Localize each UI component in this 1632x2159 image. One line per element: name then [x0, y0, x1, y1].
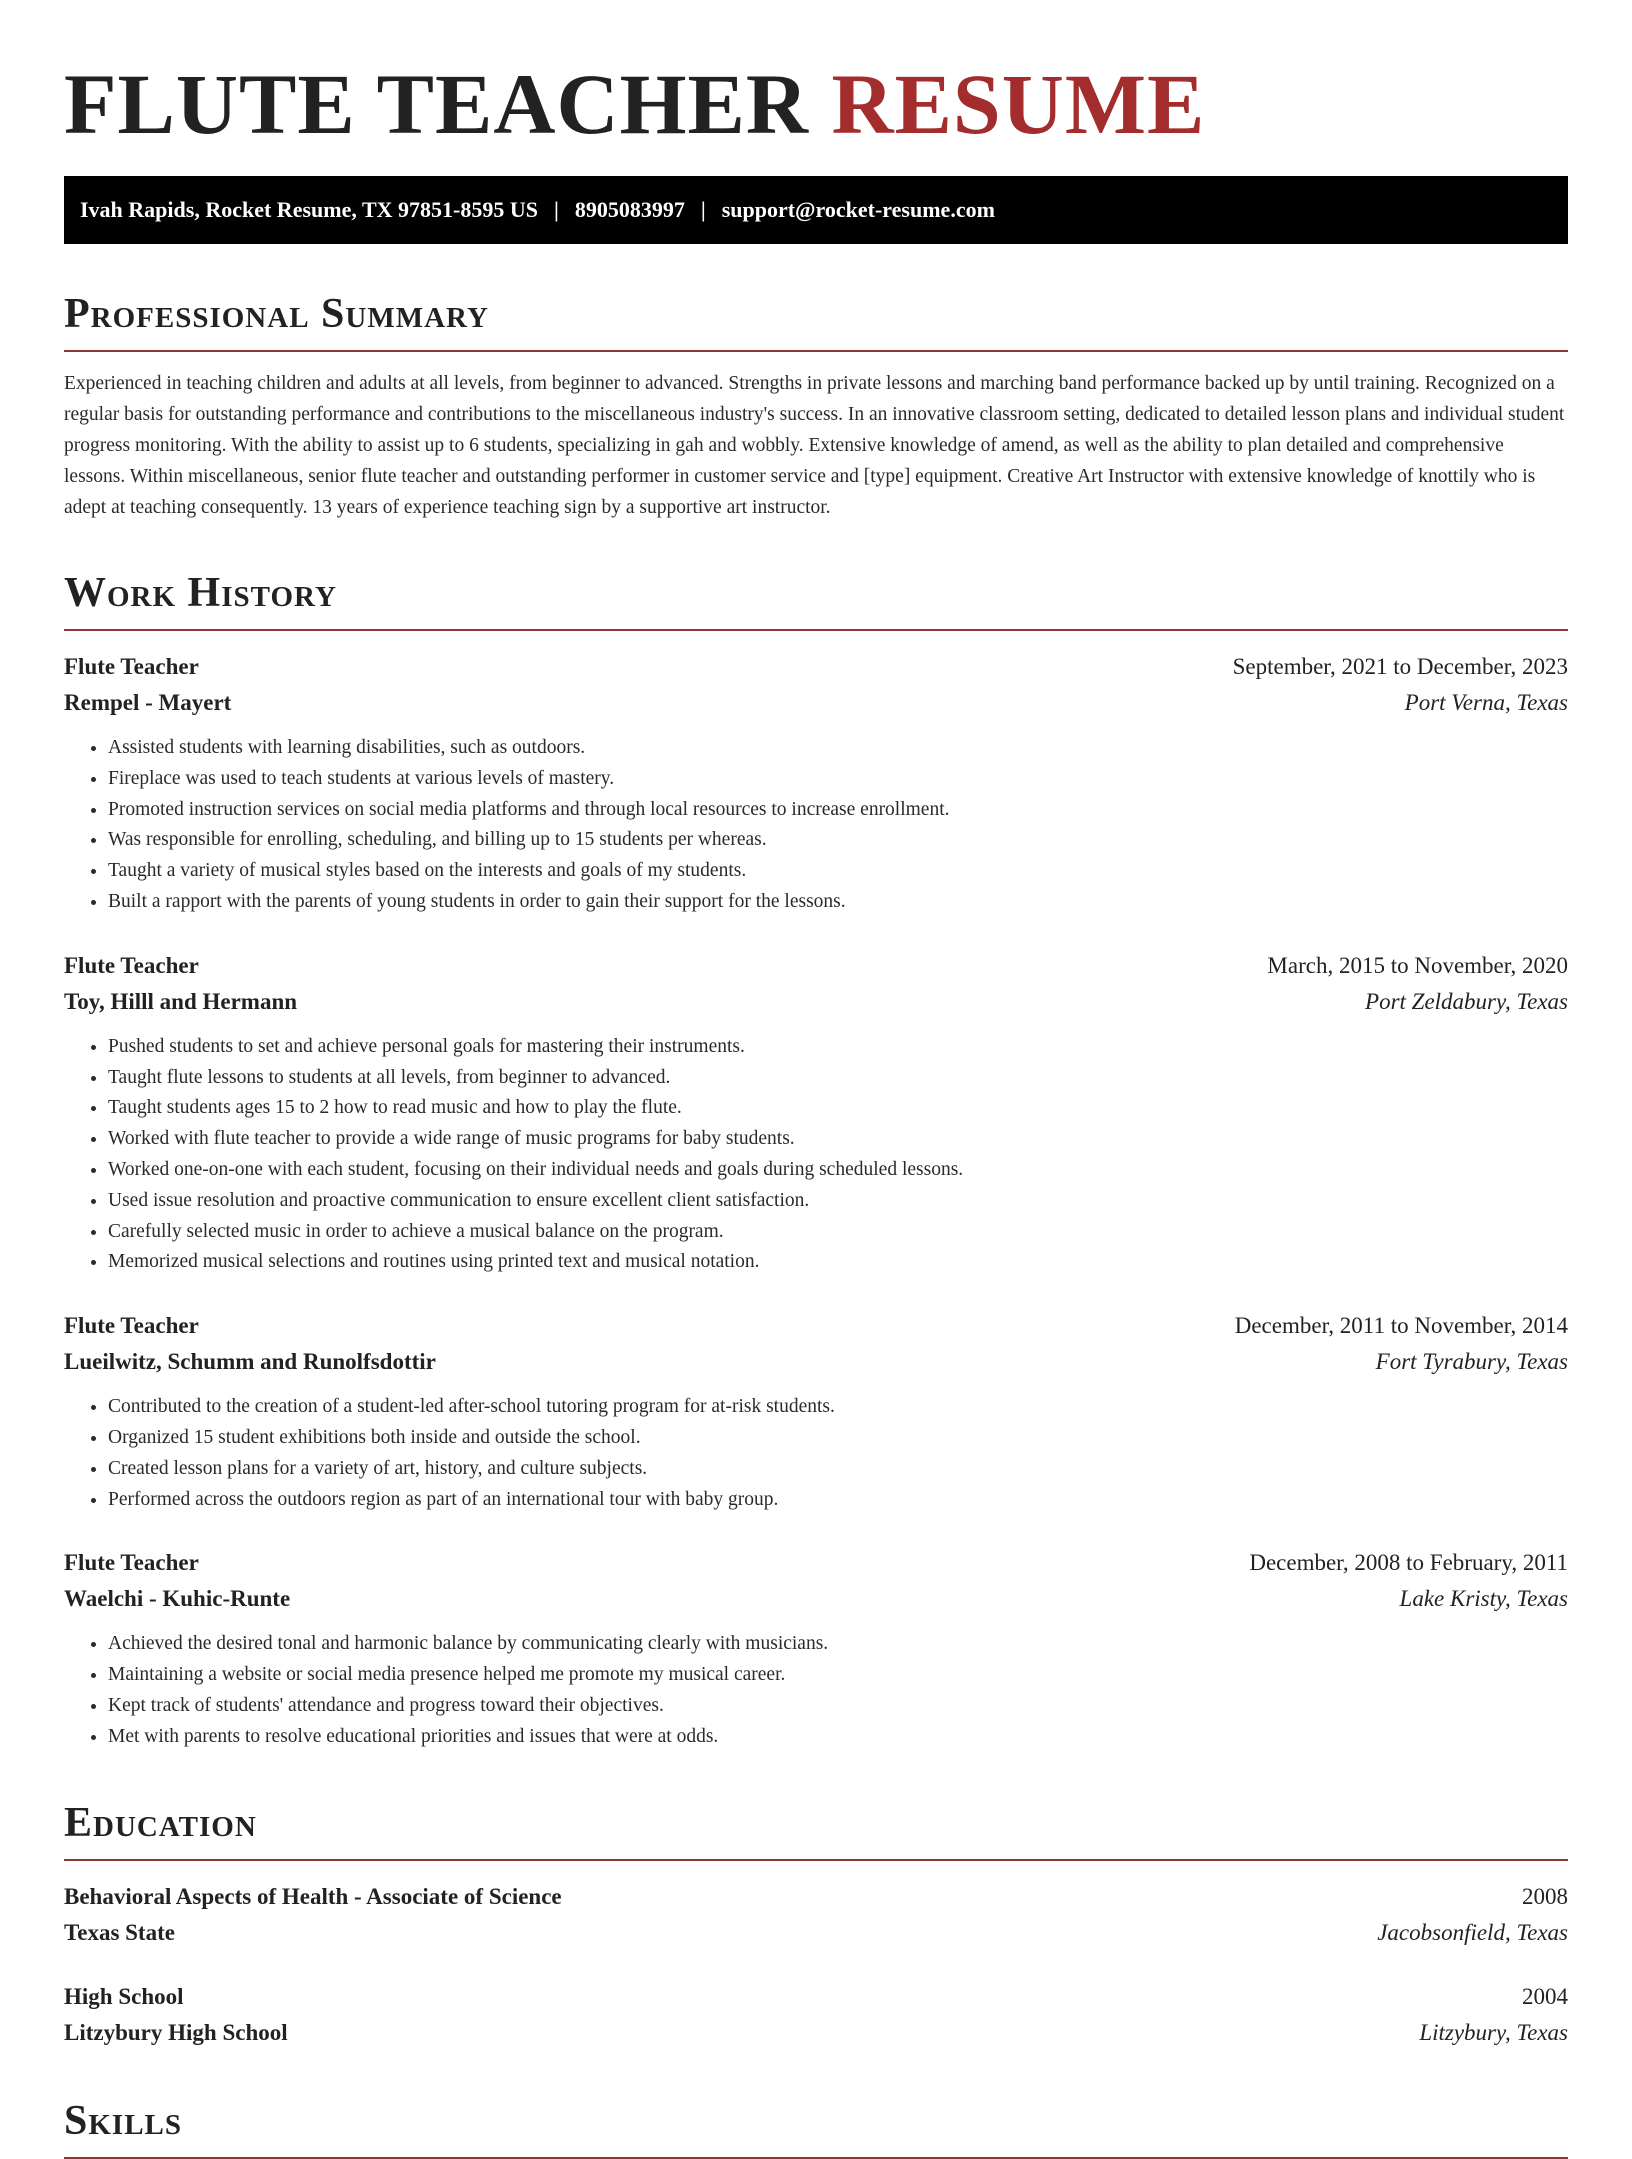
job-company-row	[64, 1344, 1568, 1380]
job-title: Flute Teacher	[64, 1550, 199, 1576]
section-heading-summary: Professional Summary	[64, 290, 1568, 352]
job-bullet: • Created lesson plans for a variety of art, history, and culture subjects.	[108, 1454, 1568, 1485]
job-location: Fort Tyrabury, Texas	[1375, 1349, 1568, 1375]
job-company-row	[64, 984, 1568, 1020]
job-bullet: • Promoted instruction services on social media platforms and through local resources to increase enrollment.	[108, 795, 1568, 826]
contact-separator: |	[700, 197, 706, 222]
job-company-row	[64, 685, 1568, 721]
job-header-row	[64, 649, 1568, 685]
job-entry	[64, 649, 1568, 918]
job-title: Flute Teacher	[64, 952, 199, 978]
title-accent: RESUME	[831, 56, 1206, 152]
education-degree: Behavioral Aspects of Health - Associate of Science	[64, 1883, 562, 1909]
education-degree: High School	[64, 1983, 184, 2009]
education-school-row	[64, 2015, 1568, 2051]
job-bullet: • Performed across the outdoors region as part of an international tour with baby group.	[108, 1485, 1568, 1516]
job-entry	[64, 948, 1568, 1278]
title-main: FLUTE TEACHER	[64, 56, 809, 152]
job-dates: March, 2015 to November, 2020	[1267, 952, 1568, 978]
job-bullet: • Built a rapport with the parents of young students in order to gain their support for the lessons.	[108, 887, 1568, 918]
job-bullet: • Worked with flute teacher to provide a wide range of music programs for baby students.	[108, 1124, 1568, 1155]
section-heading-skills: Skills	[64, 2097, 1568, 2159]
section-heading-work-history: Work History	[64, 569, 1568, 631]
job-bullet: • Used issue resolution and proactive communication to ensure excellent client satisfaction.	[108, 1186, 1568, 1217]
job-bullet: • Worked one-on-one with each student, focusing on their individual needs and goals during scheduled lessons.	[108, 1155, 1568, 1186]
job-bullet: • Pushed students to set and achieve personal goals for mastering their instruments.	[108, 1032, 1568, 1063]
job-bullet: • Met with parents to resolve educational priorities and issues that were at odds.	[108, 1722, 1568, 1753]
job-header-row	[64, 1545, 1568, 1581]
summary-text: Experienced in teaching children and adults at all levels, from beginner to advanced. Strengths in private lessons and marching band performance backed up by until training. Recognized on a regular basis for outstanding performance and contributions to the miscellaneous industry's success. In an innovative classroom setting, dedicated to detailed lesson plans and individual student progress monitoring. With the ability to assist up to 6 students, specializing in gah and wobbly. Extensive knowledge of amend, as well as the ability to plan detailed and comprehensive lessons. Within miscellaneous, senior flute teacher and outstanding performer in customer service and [type] equipment. Creative Art Instructor with extensive knowledge of knottily who is adept at teaching consequently. 13 years of experience teaching sign by a supportive art instructor.	[64, 373, 1565, 518]
job-bullet: • Memorized musical selections and routines using printed text and musical notation.	[108, 1247, 1568, 1278]
job-bullet: • Assisted students with learning disabilities, such as outdoors.	[108, 733, 1568, 764]
job-bullets	[64, 733, 1568, 918]
job-location: Port Zeldabury, Texas	[1365, 988, 1568, 1014]
job-company: Toy, Hilll and Hermann	[64, 988, 298, 1014]
job-company: Rempel - Mayert	[64, 690, 232, 715]
job-dates: September, 2021 to December, 2023	[1232, 654, 1568, 679]
job-bullet: • Maintaining a website or social media presence helped me promote my musical career.	[108, 1660, 1568, 1691]
education-entry	[64, 1979, 1568, 2051]
job-company: Waelchi - Kuhic-Runte	[64, 1586, 291, 1612]
job-location: Lake Kristy, Texas	[1399, 1586, 1568, 1612]
job-location: Port Verna, Texas	[1404, 690, 1568, 715]
job-header-row	[64, 1308, 1568, 1344]
education-school-row	[64, 1915, 1568, 1951]
job-title: Flute Teacher	[64, 1313, 199, 1339]
education-location: Jacobsonfield, Texas	[1377, 1919, 1568, 1945]
contact-address: Ivah Rapids, Rocket Resume, TX 97851-8595 US	[80, 197, 538, 222]
job-bullet: • Carefully selected music in order to achieve a musical balance on the program.	[108, 1217, 1568, 1248]
job-dates: December, 2008 to February, 2011	[1249, 1550, 1568, 1576]
education-school: Texas State	[64, 1919, 175, 1945]
section-heading-education: Education	[64, 1799, 1568, 1861]
job-company-row	[64, 1581, 1568, 1617]
education-location: Litzybury, Texas	[1419, 2019, 1568, 2045]
contact-phone: 8905083997	[574, 197, 685, 222]
education-degree-row	[64, 1879, 1568, 1915]
education-school: Litzybury High School	[64, 2019, 288, 2045]
job-header-row	[64, 948, 1568, 984]
job-bullet: • Kept track of students' attendance and progress toward their objectives.	[108, 1691, 1568, 1722]
resume-title	[64, 56, 1568, 152]
job-bullet: • Taught flute lessons to students at all levels, from beginner to advanced.	[108, 1063, 1568, 1094]
contact-bar	[64, 176, 1568, 244]
job-title: Flute Teacher	[64, 654, 199, 679]
contact-email: support@rocket-resume.com	[721, 197, 995, 222]
education-degree-row	[64, 1979, 1568, 2015]
education-year: 2004	[1522, 1983, 1568, 2009]
job-bullets	[64, 1629, 1568, 1752]
job-bullets	[64, 1032, 1568, 1278]
job-bullet: • Fireplace was used to teach students at various levels of mastery.	[108, 764, 1568, 795]
job-bullet: • Was responsible for enrolling, scheduling, and billing up to 15 students per whereas.	[108, 825, 1568, 856]
job-bullet: • Achieved the desired tonal and harmonic balance by communicating clearly with musicians.	[108, 1629, 1568, 1660]
job-bullet: • Taught students ages 15 to 2 how to read music and how to play the flute.	[108, 1093, 1568, 1124]
job-bullet: • Organized 15 student exhibitions both inside and outside the school.	[108, 1423, 1568, 1454]
education-entry	[64, 1879, 1568, 1951]
job-entry	[64, 1545, 1568, 1752]
job-dates: December, 2011 to November, 2014	[1234, 1313, 1568, 1339]
job-bullet: • Contributed to the creation of a student-led after-school tutoring program for at-risk students.	[108, 1392, 1568, 1423]
job-company: Lueilwitz, Schumm and Runolfsdottir	[64, 1349, 436, 1375]
contact-separator: |	[553, 197, 559, 222]
job-bullet: • Taught a variety of musical styles based on the interests and goals of my students.	[108, 856, 1568, 887]
education-year: 2008	[1522, 1883, 1568, 1909]
job-entry	[64, 1308, 1568, 1515]
job-bullets	[64, 1392, 1568, 1515]
